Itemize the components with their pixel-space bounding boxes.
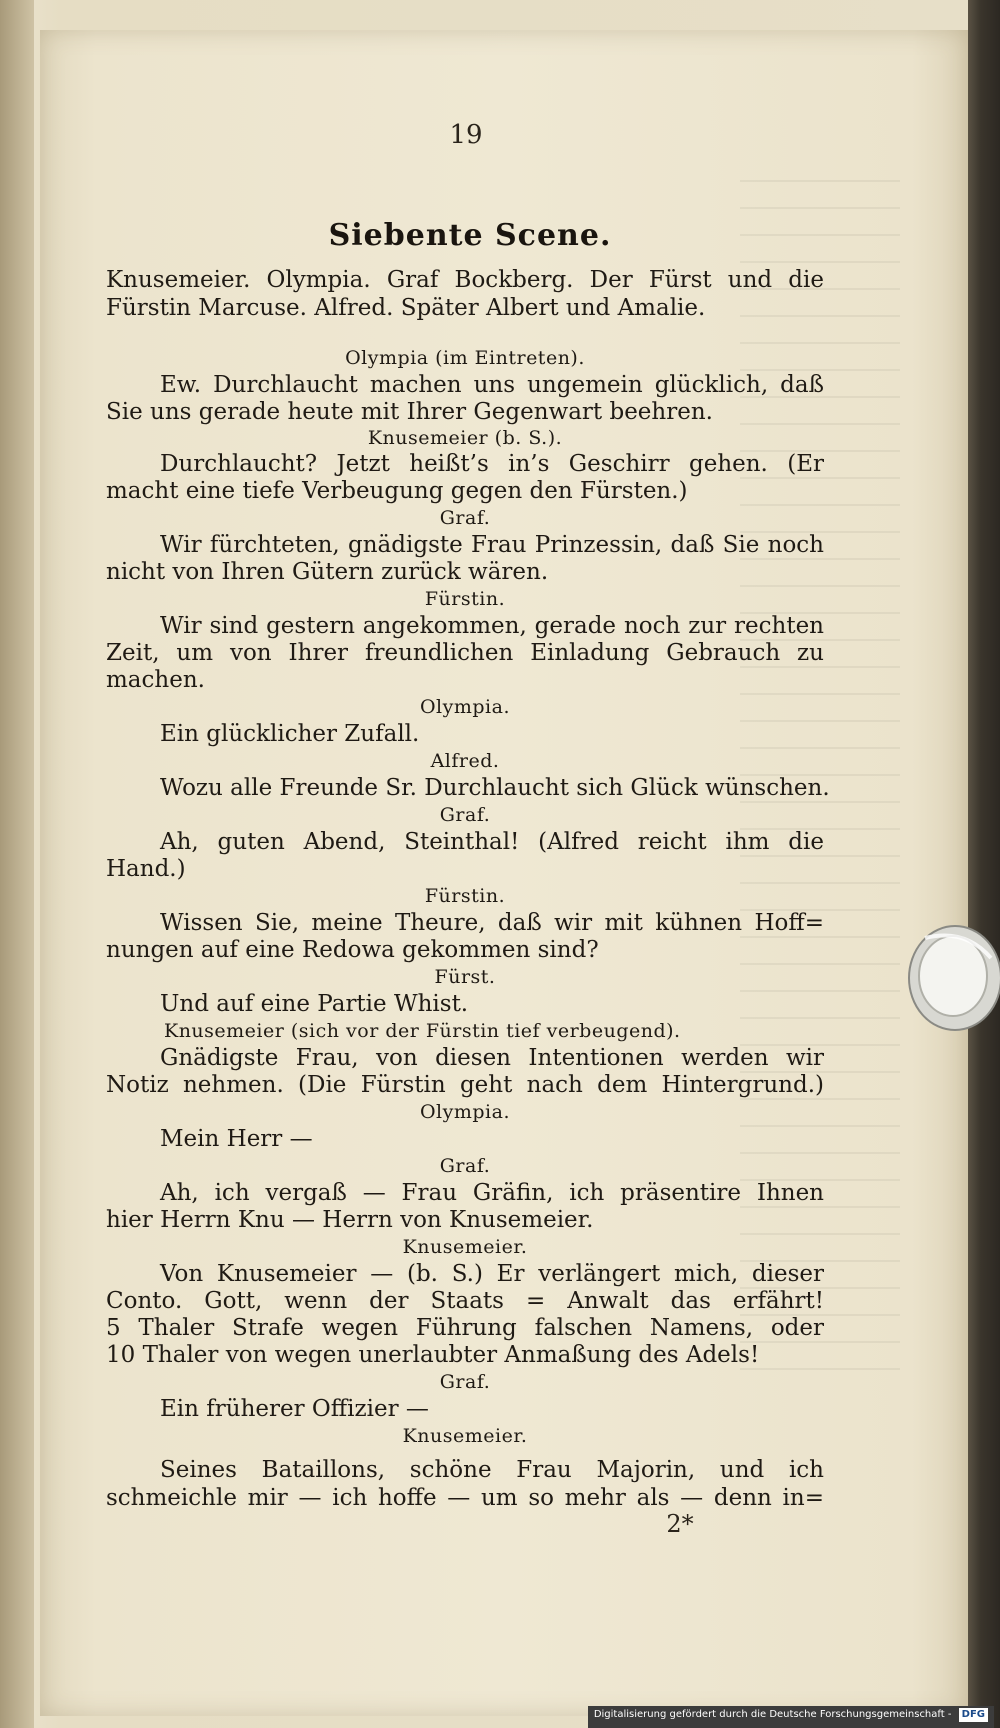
text-line: Hand.) xyxy=(106,856,186,882)
speaker-heading: Graf. xyxy=(439,804,491,826)
book-cover-edge xyxy=(968,0,1000,1728)
text-line: Zeit, um von Ihrer freundlichen Einladung Gebrauch zu xyxy=(106,640,824,666)
dfg-logo: DFG xyxy=(959,1708,988,1722)
text-line: Und auf eine Partie Whist. xyxy=(160,991,469,1017)
speaker-heading: Graf. xyxy=(439,507,491,529)
cast-line: Fürstin Marcuse. Alfred. Später Albert und Amalie. xyxy=(106,295,706,321)
speaker-heading: Knusemeier. xyxy=(402,1236,528,1258)
signature-mark: 2* xyxy=(666,1510,694,1538)
speaker-heading: Fürstin. xyxy=(424,588,506,610)
text-line: Wozu alle Freunde Sr. Durchlaucht sich Glück wünschen. xyxy=(160,775,830,801)
page-clip-icon xyxy=(895,918,1000,1036)
speaker-heading: Knusemeier (sich vor der Fürstin tief verbeugend). xyxy=(164,1020,681,1042)
text-line: Conto. Gott, wenn der Staats = Anwalt das erfährt! xyxy=(106,1288,824,1314)
text-line: macht eine tiefe Verbeugung gegen den Fürsten.) xyxy=(106,478,688,504)
text-line: Wir fürchteten, gnädigste Frau Prinzessin, daß Sie noch xyxy=(160,532,824,558)
text-line: Seines Bataillons, schöne Frau Majorin, und ich xyxy=(160,1457,824,1483)
text-line: schmeichle mir — ich hoffe — um so mehr als — denn in= xyxy=(106,1485,824,1511)
text-line: Mein Herr — xyxy=(160,1126,313,1152)
speaker-heading: Graf. xyxy=(439,1155,491,1177)
book-spine-edge xyxy=(0,0,34,1728)
speaker-heading: Olympia (im Eintreten). xyxy=(345,347,585,369)
scene-title: Siebente Scene. xyxy=(328,218,612,253)
text-line: Von Knusemeier — (b. S.) Er verlängert mich, dieser xyxy=(160,1261,824,1287)
credit-text: Digitalisierung gefördert durch die Deutsche Forschungsgemeinschaft - xyxy=(593,1709,952,1720)
text-line: nicht von Ihren Gütern zurück wären. xyxy=(106,559,549,585)
text-line: Sie uns gerade heute mit Ihrer Gegenwart beehren. xyxy=(106,399,713,425)
text-line: Gnädigste Frau, von diesen Intentionen werden wir xyxy=(160,1045,824,1071)
speaker-heading: Olympia. xyxy=(419,696,510,718)
text-line: Wir sind gestern angekommen, gerade noch zur rechten xyxy=(160,613,824,639)
cast-line: Knusemeier. Olympia. Graf Bockberg. Der Fürst und die xyxy=(106,267,824,293)
text-line: Ew. Durchlaucht machen uns ungemein glücklich, daß xyxy=(160,372,824,398)
speaker-heading: Graf. xyxy=(439,1371,491,1393)
speaker-heading: Olympia. xyxy=(419,1101,510,1123)
text-line: Ein früherer Offizier — xyxy=(160,1396,429,1422)
text-line: Ein glücklicher Zufall. xyxy=(160,721,420,747)
text-line: Wissen Sie, meine Theure, daß wir mit kühnen Hoff= xyxy=(160,910,824,936)
text-line: 5 Thaler Strafe wegen Führung falschen Namens, oder xyxy=(106,1315,824,1341)
text-line: hier Herrn Knu — Herrn von Knusemeier. xyxy=(106,1207,594,1233)
speaker-heading: Fürst. xyxy=(434,966,496,988)
text-line: Durchlaucht? Jetzt heißt’s in’s Geschirr gehen. (Er xyxy=(160,451,824,477)
text-line: nungen auf eine Redowa gekommen sind? xyxy=(106,937,599,963)
text-line: Ah, ich vergaß — Frau Gräfin, ich präsentire Ihnen xyxy=(160,1180,824,1206)
text-line: Ah, guten Abend, Steinthal! (Alfred reicht ihm die xyxy=(160,829,824,855)
page-number: 19 xyxy=(449,120,483,150)
speaker-heading: Knusemeier. xyxy=(402,1425,528,1447)
digitization-credit xyxy=(588,1706,994,1728)
text-line: Notiz nehmen. (Die Fürstin geht nach dem Hintergrund.) xyxy=(106,1072,824,1098)
speaker-heading: Knusemeier (b. S.). xyxy=(367,427,563,449)
speaker-heading: Fürstin. xyxy=(424,885,506,907)
text-line: 10 Thaler von wegen unerlaubter Anmaßung des Adels! xyxy=(106,1342,760,1368)
speaker-heading: Alfred. xyxy=(430,750,500,772)
text-line: machen. xyxy=(106,667,205,693)
